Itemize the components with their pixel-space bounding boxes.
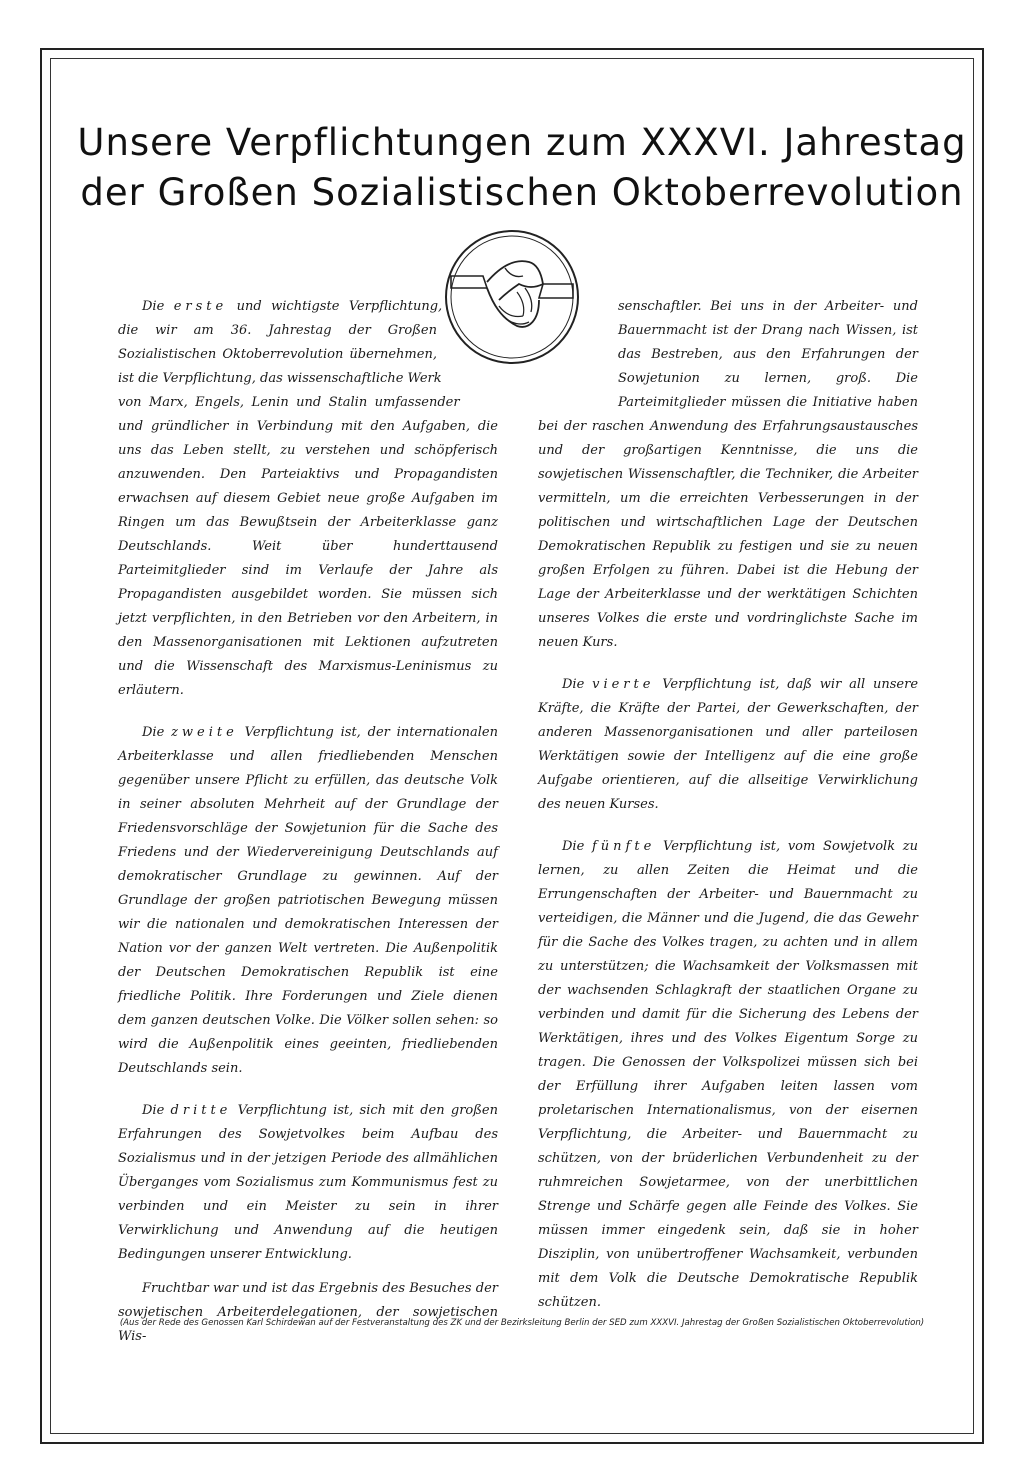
page-title bbox=[70, 118, 974, 218]
paragraph-6 bbox=[538, 673, 918, 817]
p3-spaced: dritte bbox=[170, 1103, 232, 1118]
p7-prefix: Die bbox=[562, 839, 592, 854]
paragraph-3 bbox=[118, 1099, 498, 1267]
emblem-spacer-right bbox=[538, 295, 618, 403]
p6-spaced: vierte bbox=[592, 677, 655, 692]
p3-prefix: Die bbox=[142, 1103, 171, 1118]
paragraph-2 bbox=[118, 721, 498, 1081]
paragraph-4: Fruchtbar war und ist das Ergebnis des Besuches der sowjetischen Arbeiterdelegationen, der sowjetischen Wis- bbox=[118, 1281, 498, 1344]
title-line-1: Unsere Verpflichtungen zum XXXVI. Jahrestag bbox=[77, 121, 967, 164]
p7-rest: Verpflichtung ist, vom Sowjetvolk zu lernen, zu allen Zeiten die Heimat und die Errungenschaften der Arbeiter- und Bauernmacht zu verteidigen, die Männer und die Jugend, die das Gewehr für die Sache des Volkes tragen, zu achten und in allem zu unterstützen; die Wachsamkeit der Volksmassen mit der wachsenden Schlagkraft der staatlichen Organe zu verbinden und damit für die Sicherung des Lebens der Werktätigen, ihres und des Volkes Eigentum Sorge zu tragen. Die Genossen der Volkspolizei müssen sich bei der Erfüllung ihrer Aufgaben leiten lassen vom proletarischen Internationalismus, von der eisernen Verpflichtung, die Arbeiter- und Bauernmacht zu schützen, von der brüderlichen Verbundenheit zu der ruhmreichen Sowjetarmee, von der unerbittlichen Strenge und Schärfe gegen alle Feinde des Volkes. Sie müssen immer eingedenk sein, daß sie in hoher Disziplin, von unübertroffener Wachsamkeit, verbunden mit dem Volk die Deutsche Demokratische Republik schützen. bbox=[538, 839, 919, 1310]
p3-rest: Verpflichtung ist, sich mit den großen Erfahrungen des Sowjetvolkes beim Aufbau des Sozialismus und in der jetzigen Periode des allmählichen Überganges vom Sozialismus zum Kommunismus fest zu verbinden und ein Meister zu sein in ihrer Verwirklichung und Anwendung auf die heutigen Bedingungen unserer Entwicklung. bbox=[118, 1103, 498, 1262]
p1-spaced: erste bbox=[173, 299, 228, 314]
citation-footer: (Aus der Rede des Genossen Karl Schirdewan auf der Festveranstaltung des ZK und der Bezirksleitung Berlin der SED zum XXXVI. Jahrestag der Großen Sozialistischen Oktoberrevolution) bbox=[119, 1318, 925, 1328]
left-column bbox=[118, 295, 498, 1367]
p2-prefix: Die bbox=[142, 725, 172, 740]
paragraph-5: senschaftler. Bei uns in der Arbeiter- und Bauernmacht ist der Drang nach Wissen, ist das Bestreben, aus den Erfahrungen der Sowjetunion zu lernen, groß. Die Parteimitglieder müssen die Initiative haben bei der raschen Anwendung des Erfahrungsaustausches und der großartigen Kenntnisse, die uns die sowjetischen Wissenschaftler, die Techniker, die Arbeiter vermitteln, um die erreichten Verbesserungen in der politischen und wirtschaftlichen Lage der Deutschen Demokratischen Republik zu festigen und sie zu neuen großen Erfolgen zu führen. Dabei ist die Hebung der Lage der Arbeiterklasse und der werktätigen Schichten unseres Volkes die erste und vordringlichste Sache im neuen Kurs. bbox=[538, 299, 918, 650]
paragraph-7 bbox=[538, 835, 918, 1315]
right-column bbox=[538, 295, 918, 1333]
title-line-2: der Großen Sozialistischen Oktoberrevolution bbox=[80, 171, 964, 214]
p1-prefix: Die bbox=[142, 299, 174, 314]
p2-rest: Verpflichtung ist, der internationalen Arbeiterklasse und allen friedliebenden Menschen gegenüber unsere Pflicht zu erfüllen, das deutsche Volk in seiner absoluten Mehrheit auf der Grundlage der Friedensvorschläge der Sowjetunion für die Sache des Friedens und der Wiedervereinigung Deutschlands auf demokratischer Grundlage zu gewinnen. Auf der Grundlage der großen patriotischen Bewegung müssen wir die nationalen und demokratischen Interessen der Nation vor der ganzen Welt vertreten. Die Außenpolitik der Deutschen Demokratischen Republik ist eine friedliche Politik. Ihre Forderungen und Ziele dienen dem ganzen deutschen Volke. Die Völker sollen sehen: so wird die Außenpolitik eines geeinten, friedliebenden Deutschlands sein. bbox=[118, 725, 498, 1076]
p1-rest: und wichtigste Verpflichtung, die wir am 36. Jahrestag der Großen Sozialistischen Oktoberrevolution übernehmen, ist die Verpflichtung, das wissenschaftliche Werk von Marx, Engels, Lenin und Stalin umfassender und gründlicher in Verbindung mit den Aufgaben, die uns das Leben stellt, zu verstehen und schöpferisch anzuwenden. Den Parteiaktivs und Propagandisten erwachsen auf diesem Gebiet neue große Aufgaben im Ringen um das Bewußtsein der Arbeiterklasse ganz Deutschlands. Weit über hunderttausend Parteimitglieder sind im Verlaufe der Jahre als Propagandisten ausgebildet worden. Sie müssen sich jetzt verpflichten, in den Betrieben vor den Arbeitern, in den Massenorganisationen mit Lektionen aufzutreten und die Wissenschaft des Marxismus-Leninismus zu erläutern. bbox=[118, 299, 498, 698]
p6-rest: Verpflichtung ist, daß wir all unsere Kräfte, die Kräfte der Partei, der Gewerkschaften, der anderen Massenorganisationen und aller parteilosen Werktätigen sowie der Intelligenz auf die eine große Aufgabe orientieren, auf die allseitige Verwirklichung des neuen Kurses. bbox=[538, 677, 919, 812]
p7-spaced: fünfte bbox=[592, 839, 656, 854]
p6-prefix: Die bbox=[562, 677, 593, 692]
p2-spaced: zweite bbox=[171, 725, 238, 740]
